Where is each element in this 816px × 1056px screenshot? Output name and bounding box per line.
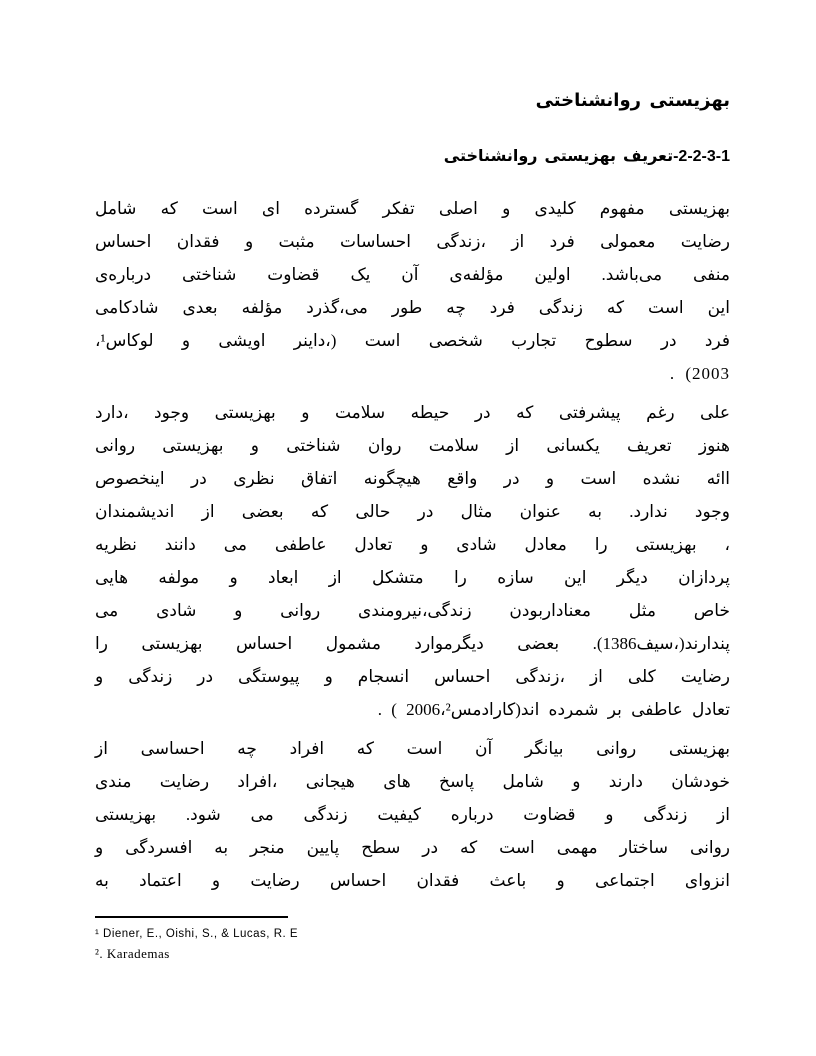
- paragraph-3: [95, 732, 730, 897]
- text-line: علی رغم پیشرفتی که در حیطه سلامت و بهزیستی وجود ،دارد: [95, 403, 730, 422]
- paragraph-2: [95, 396, 730, 726]
- document-body: [95, 0, 730, 903]
- text-line: از زندگی و قضاوت درباره کیفیت زندگی می شود. بهزیستی: [95, 805, 730, 824]
- text-line: خودشان دارند و شامل پاسخ های هیجانی ،افراد رضایت مندی: [95, 772, 730, 791]
- text-line: اائه نشده است و در واقع هیچگونه اتفاق نظری در اینخصوص: [95, 469, 730, 488]
- text-line: منفی می‌باشد. اولین مؤلفه‌ی آن یک قضاوت شناختی درباره‌ی: [95, 265, 730, 284]
- footnote-area: [95, 916, 730, 963]
- footnote-1: ¹ Diener, E., Oishi, S., & Lucas, R. E: [95, 928, 299, 940]
- text-line: هنوز تعریف یکسانی از سلامت روان شناختی و بهزیستی روانی: [95, 436, 730, 455]
- text-line: ، بهزیستی را معادل شادی و تعادل عاطفی می دانند نظریه: [95, 535, 730, 554]
- section-heading: [95, 146, 730, 168]
- text-line: رضایت کلی از ،زندگی احساس انسجام و پیوستگی در زندگی و: [95, 667, 730, 686]
- text-line: 2003) .: [669, 364, 730, 383]
- text-line: بهزیستی مفهوم کلیدی و اصلی تفکر گسترده ای است که شامل: [95, 199, 730, 218]
- footnote-2: ². Karademas: [95, 946, 170, 961]
- paragraphs-container: [95, 192, 730, 897]
- text-line: تعادل عاطفی بر شمرده اند(کارادمس2006،² ) .: [377, 700, 730, 719]
- text-line: پندارند(،سیف1386). بعضی دیگرموارد مشمول احساس بهزیستی را: [95, 634, 730, 653]
- text-line: رضایت معمولی فرد از ،زندگی احساسات مثبت و فقدان احساس: [95, 232, 730, 251]
- text-line: بهزیستی روانی بیانگر آن است که افراد چه احساسی از: [95, 739, 730, 758]
- page-title: بهزیستی روانشناختی: [535, 90, 730, 110]
- text-line: خاص مثل معناداربودن زندگی،نیرومندی روانی و شادی می: [95, 601, 730, 620]
- paragraph-1: [95, 192, 730, 390]
- text-line: پردازان دیگر این سازه را متشکل از ابعاد و مولفه هایی: [95, 568, 730, 587]
- text-line: روانی ساختار مهمی است که در سطح پایین منجر به افسردگی و: [95, 838, 730, 857]
- text-line: وجود ندارد. به عنوان مثال در حالی که بعضی از اندیشمندان: [95, 502, 730, 521]
- text-line: فرد در سطوح تجارب شخصی است (،داینر اویشی و لوکاس¹،: [95, 331, 730, 350]
- text-line: این است که زندگی فرد چه طور می،گذرد مؤلفه بعدی شادکامی: [95, 298, 730, 317]
- section-heading-number: 1-3-2-2-: [673, 148, 730, 165]
- section-heading-text: تعریف بهزیستی روانشناختی: [443, 148, 674, 165]
- footnote-separator: [95, 916, 288, 918]
- text-line: انزوای اجتماعی و باعث فقدان احساس رضایت و اعتماد به: [95, 871, 730, 890]
